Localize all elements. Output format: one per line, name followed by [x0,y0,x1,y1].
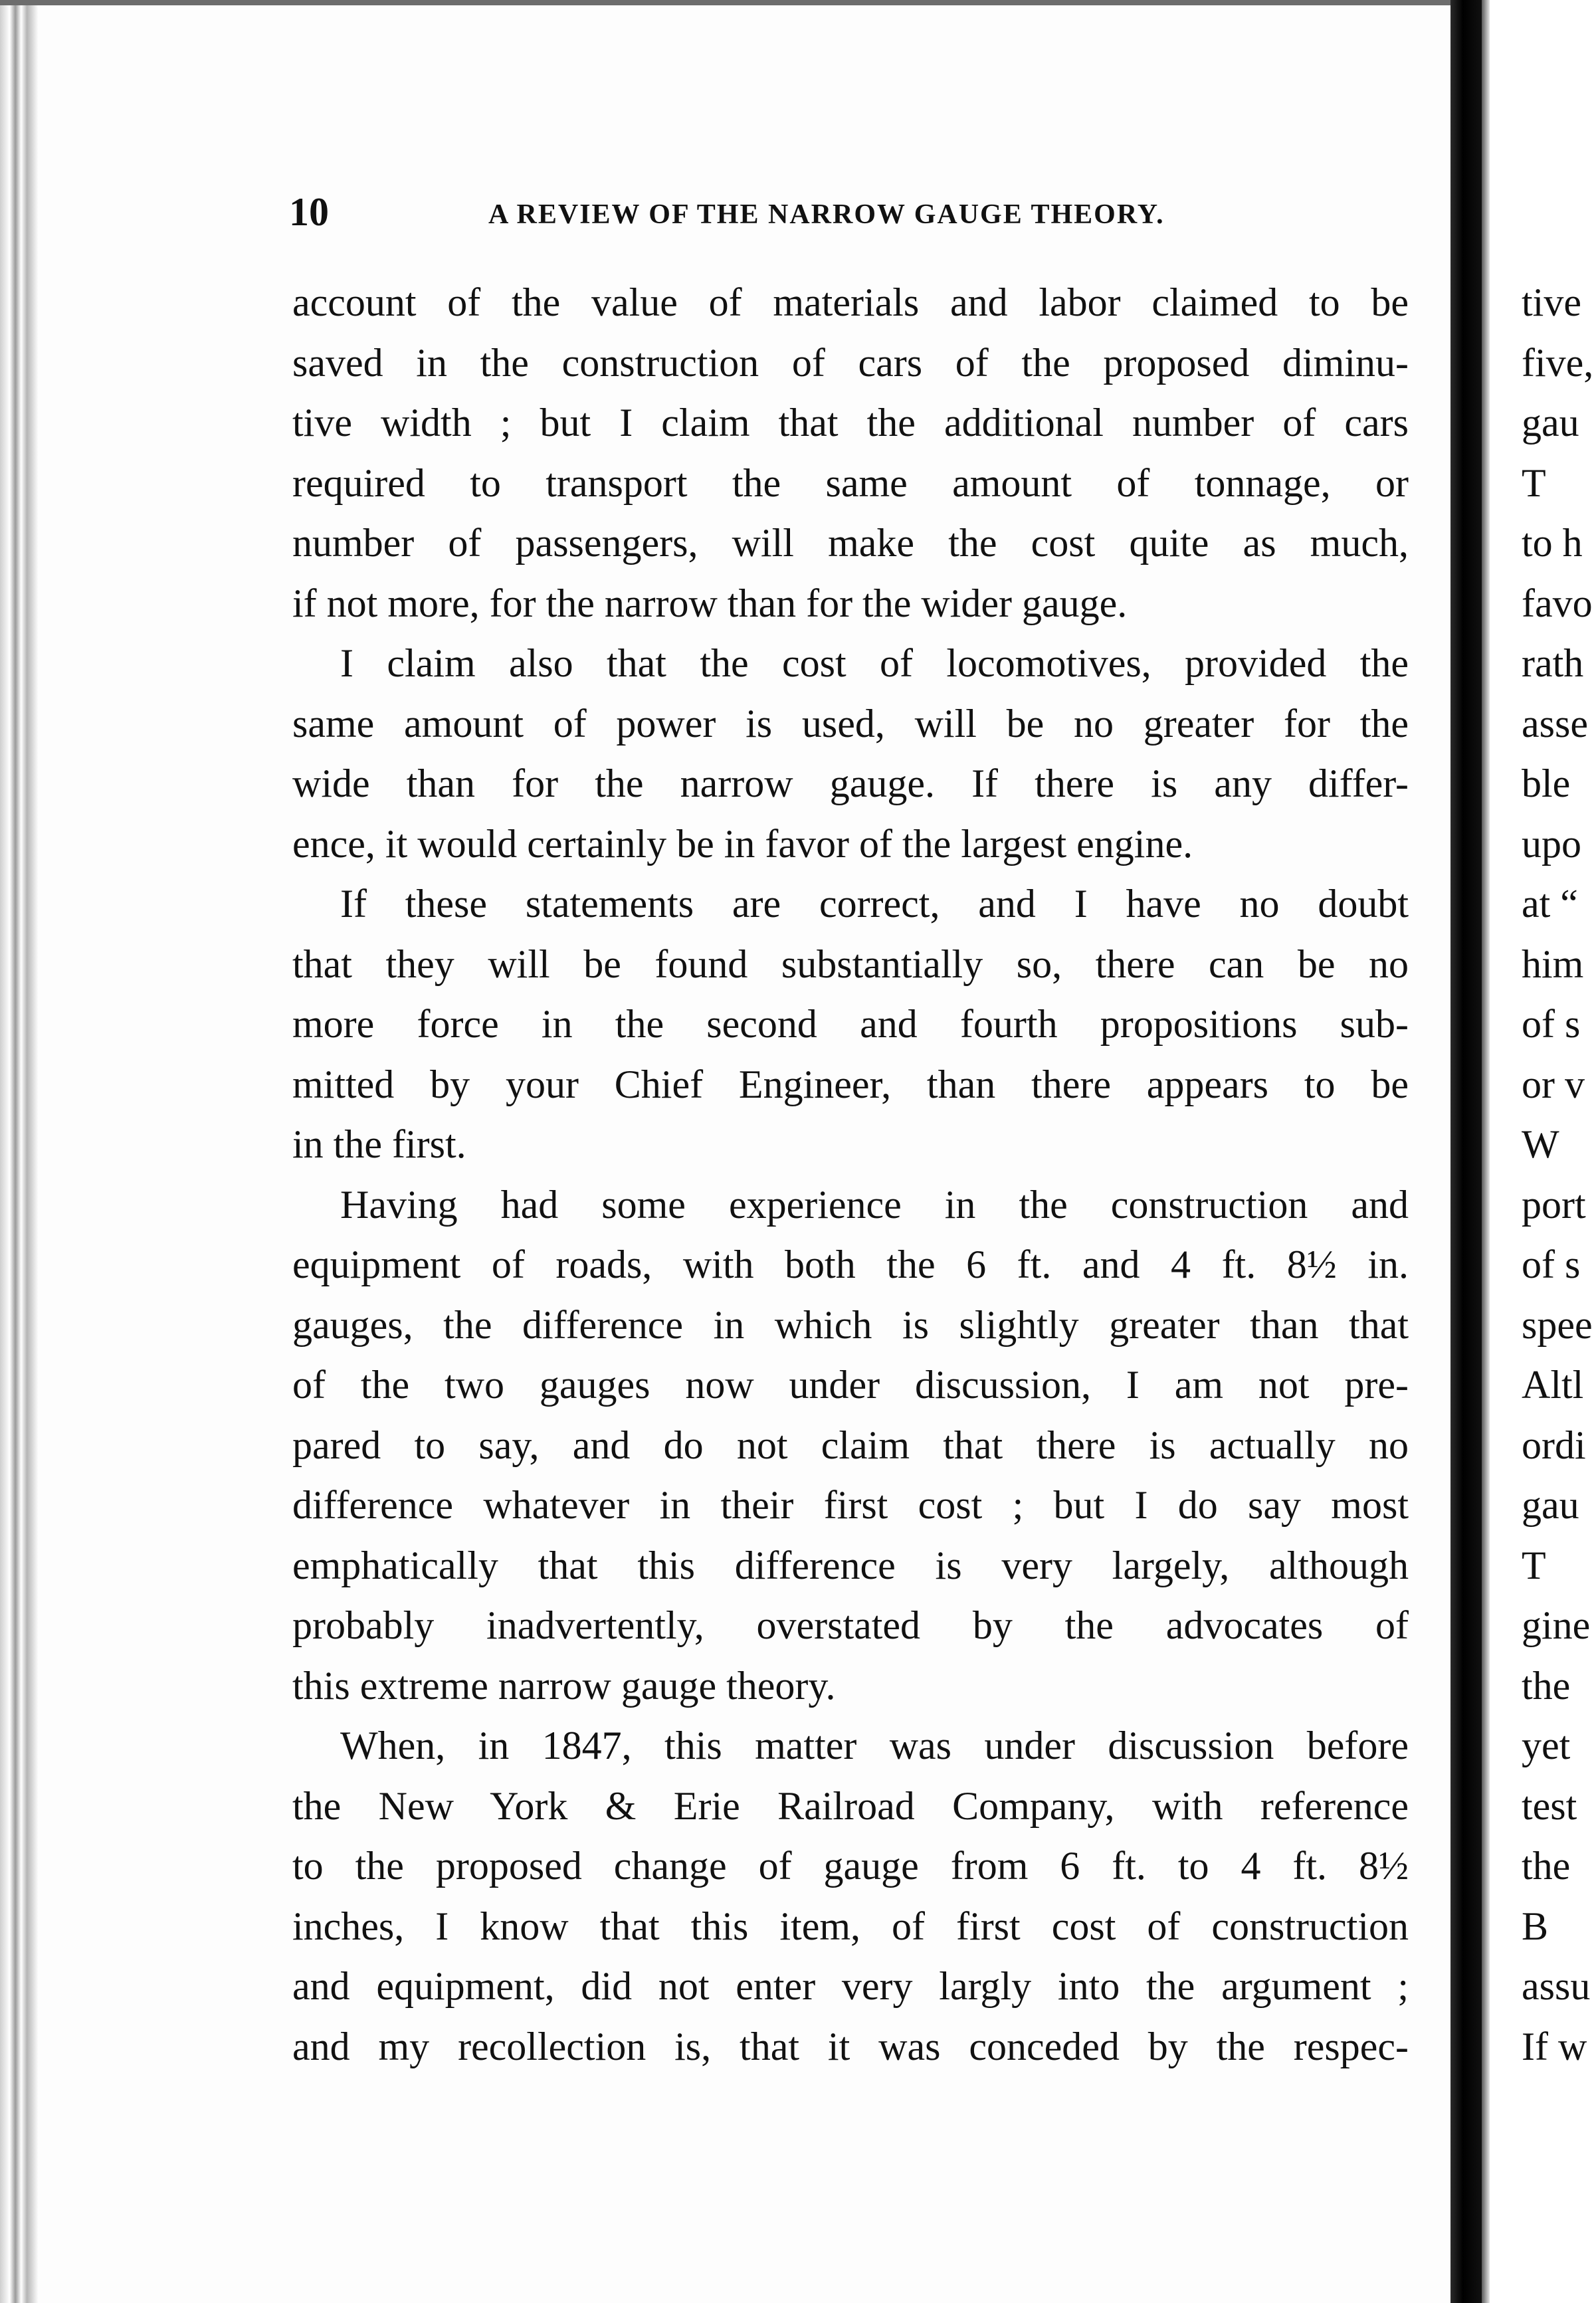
book-gutter [1450,0,1482,2303]
text-line: in the first. [292,1122,466,1166]
text-line: ence, it would certainly be in favor of the largest engine. [292,821,1193,866]
text-line: if not more, for the narrow than for the wider gauge. [292,581,1128,625]
facing-page-fragment: tive [1522,280,1581,324]
text-line: tive width ; but I claim that the additional number of cars [292,401,1409,445]
text-line: I claim also that the cost of locomotives, provided the [340,641,1409,685]
facing-page-fragment: yet [1522,1724,1571,1767]
text-line: this extreme narrow gauge theory. [292,1663,836,1708]
facing-page-fragment: gau [1522,401,1579,445]
facing-page-fragment: favo [1522,581,1593,625]
text-line: saved in the construction of cars of the proposed diminu- [292,340,1409,385]
facing-page-fragment: ble [1522,761,1571,805]
facing-page-fragment: asse [1522,701,1588,746]
facing-page-fragment: the [1522,1844,1571,1888]
facing-page-fragment: ordi [1522,1423,1586,1467]
facing-page-fragment: If w [1522,2024,1587,2068]
facing-page-fragment: test [1522,1783,1577,1828]
facing-page-fragment: of s [1522,1243,1581,1286]
text-line: and my recollection is, that it was conceded by the respec- [292,2024,1409,2068]
facing-page-fragment: upo [1522,821,1581,866]
facing-page-column [1522,272,1596,2076]
facing-page-fragment: of s [1522,1002,1581,1046]
text-line: equipment of roads, with both the 6 ft. and 4 ft. 8½ in. [292,1243,1409,1286]
text-line: pared to say, and do not claim that there is actually no [292,1423,1409,1467]
facing-page-fragment: gine [1522,1603,1591,1647]
facing-page-fragment: B [1522,1904,1549,1948]
page-number: 10 [289,190,329,234]
facing-page-fragment: gau [1522,1483,1579,1527]
page-stack-edge [0,0,39,2303]
text-line: to the proposed change of gauge from 6 ft. to 4 ft. 8½ [292,1844,1409,1888]
text-line: If these statements are correct, and I have no doubt [340,882,1409,926]
running-head: A REVIEW OF THE NARROW GAUGE THEORY. [488,199,1165,230]
facing-page-fragment: to h [1522,521,1583,565]
text-line: emphatically that this difference is very largely, although [292,1543,1409,1587]
facing-page-fragment: or v [1522,1062,1585,1106]
facing-page-fragment: spee [1522,1302,1593,1347]
text-line: required to transport the same amount of tonnage, or [292,460,1409,505]
text-line: Having had some experience in the construction and [340,1182,1409,1227]
facing-page-fragment: him [1522,942,1584,986]
text-line: of the two gauges now under discussion, I am not pre- [292,1363,1409,1407]
text-line: difference whatever in their first cost ; but I do say most [292,1483,1409,1527]
text-line: that they will be found substantially so, there can be no [292,942,1409,986]
page-header [289,189,1286,249]
facing-page-fragment: W [1522,1122,1559,1166]
text-line: more force in the second and fourth propositions sub- [292,1002,1409,1046]
facing-page-fragment: five, [1522,340,1594,385]
facing-page-fragment: at “ [1522,882,1578,926]
text-line: number of passengers, will make the cost quite as much, [292,521,1409,565]
facing-page-fragment: assu [1522,1964,1591,2008]
facing-page-fragment: port [1522,1182,1586,1227]
facing-page-fragment: T [1522,460,1546,505]
text-line: mitted by your Chief Engineer, than there appears to be [292,1062,1409,1106]
page-top-edge [0,0,1462,5]
facing-page-fragment: Altl [1522,1363,1584,1407]
text-line: wide than for the narrow gauge. If there is any differ- [292,761,1409,805]
text-line: account of the value of materials and labor claimed to be [292,280,1409,324]
text-line: the New York & Erie Railroad Company, with reference [292,1783,1409,1828]
text-line: gauges, the difference in which is slightly greater than that [292,1302,1409,1347]
text-line: probably inadvertently, overstated by the advocates of [292,1603,1409,1647]
facing-page-fragment: T [1522,1543,1546,1587]
text-line: inches, I know that this item, of first cost of construction [292,1904,1409,1948]
gutter-shadow [1482,0,1490,2303]
body-text [292,272,1409,2076]
text-line: When, in 1847, this matter was under discussion before [340,1724,1409,1767]
text-line: and equipment, did not enter very largly into the argument ; [292,1964,1409,2008]
facing-page-fragment: the [1522,1663,1571,1708]
facing-page-fragment: rath [1522,641,1584,685]
text-line: same amount of power is used, will be no greater for the [292,701,1409,746]
